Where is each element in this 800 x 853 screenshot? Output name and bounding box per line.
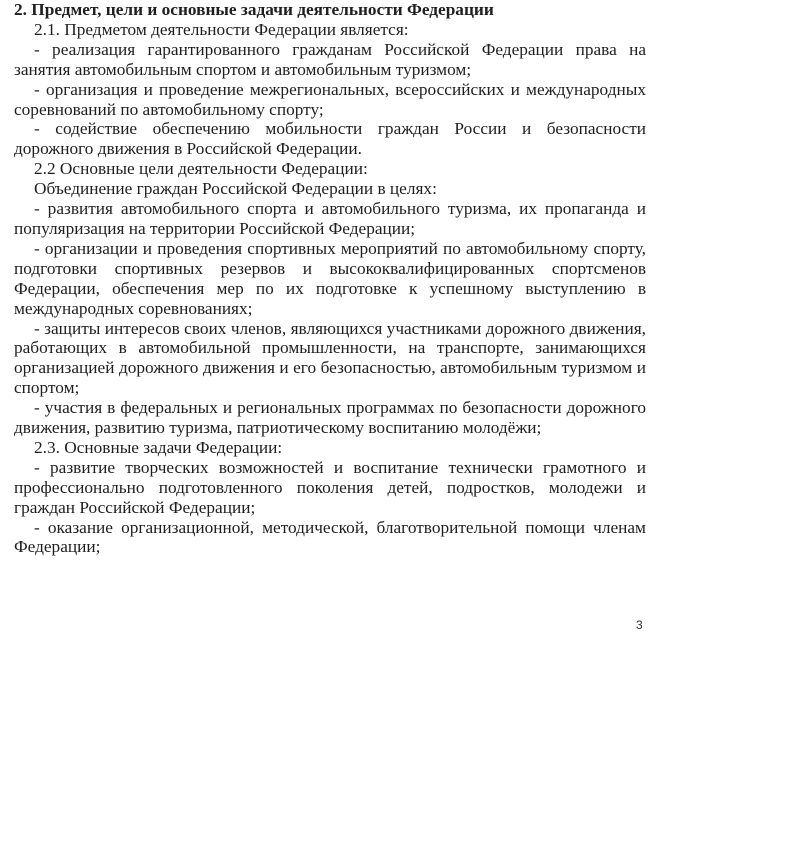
paragraph-item: - организация и проведение межрегиональных, всероссийских и международных соревнований по автомобильному спорту;	[14, 79, 646, 119]
paragraph-intro: Объединение граждан Российской Федерации в целях:	[34, 179, 437, 199]
document-body	[14, 0, 646, 557]
paragraph-2-3: 2.3. Основные задачи Федерации:	[34, 437, 283, 457]
paragraph-item: - организации и проведения спортивных мероприятий по автомобильному спорту, подготовки спортивных резервов и высококвалифицированных спортсменов Федерации, обеспечения мер по их подготовке к успешному выступлению в международных соревнованиях;	[14, 238, 646, 318]
paragraph-item: - защиты интересов своих членов, являющихся участниками дорожного движения, работающих в автомобильной промышленности, на транспорте, занимающихся организацией дорожного движения и его безопасностью, автомобильным туризмом и спортом;	[14, 318, 646, 398]
paragraph-item: - реализация гарантированного гражданам Российской Федерации права на занятия автомобильным спортом и автомобильным туризмом;	[14, 39, 646, 79]
paragraph-item: - содействие обеспечению мобильности граждан России и безопасности дорожного движения в Российской Федерации.	[14, 119, 646, 159]
paragraph-2-1: 2.1. Предметом деятельности Федерации является:	[34, 19, 409, 39]
paragraph-item: - развития автомобильного спорта и автомобильного туризма, их пропаганда и популяризация на территории Российской Федерации;	[14, 199, 646, 238]
paragraph-item: - оказание организационной, методической, благотворительной помощи членам Федерации;	[14, 517, 646, 557]
paragraph-2-2: 2.2 Основные цели деятельности Федерации:	[34, 159, 368, 179]
section-heading: 2. Предмет, цели и основные задачи деятельности Федерации	[14, 0, 494, 19]
paragraph-item: - развитие творческих возможностей и воспитание технически грамотного и профессионально подготовленного поколения детей, подростков, молодежи и граждан Российской Федерации;	[14, 457, 646, 517]
page-number: 3	[636, 618, 643, 632]
paragraph-item: - участия в федеральных и региональных программах по безопасности дорожного движения, развитию туризма, патриотическому воспитанию молодёжи;	[14, 398, 646, 438]
